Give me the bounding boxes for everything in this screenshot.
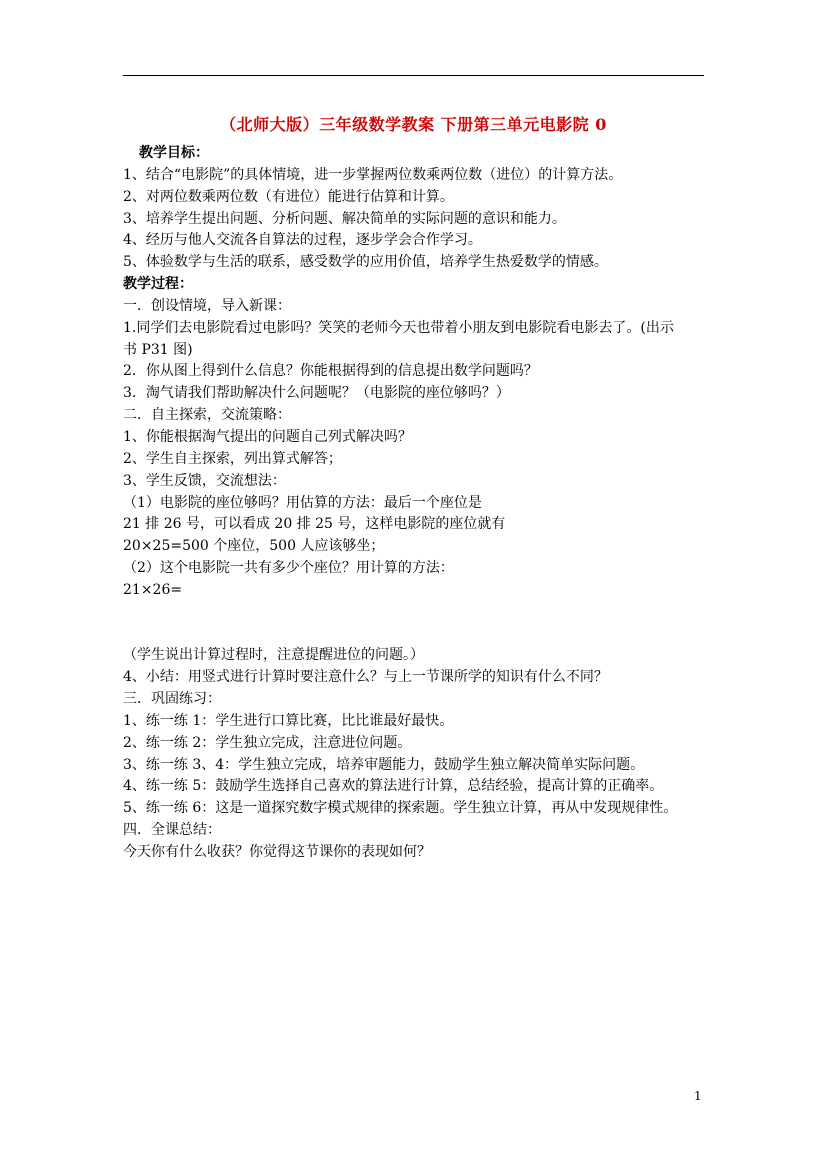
blank-space <box>123 602 713 646</box>
text-line: 3、培养学生提出问题、分析问题、解决简单的实际问题的意识和能力。 <box>123 210 566 227</box>
text-line: 2、学生自主探索，列出算式解答； <box>123 450 342 467</box>
text-line: 1、结合“电影院”的具体情境，进一步掌握两位数乘两位数（进位）的计算方法。 <box>123 166 623 183</box>
text-line: 1.同学们去电影院看过电影吗？笑笑的老师今天也带着小朋友到电影院看电影去了。(出示 <box>123 319 674 336</box>
text-line: 四．全课总结： <box>123 822 221 839</box>
text-line: 20×25=500 个座位，500 人应该够坐； <box>123 538 385 555</box>
text-line: 5、练一练 6：这是一道探究数字模式规律的探索题。学生独立计算，再从中发现规律性。 <box>123 800 678 817</box>
section-heading: 教学目标： <box>139 145 209 161</box>
text-line: 今天你有什么收获？你觉得这节课你的表现如何？ <box>123 844 431 860</box>
document-title: （北师大版）三年级数学教案 下册第三单元电影院 0 <box>220 115 607 134</box>
text-line: 21 排 26 号，可以看成 20 排 25 号，这样电影院的座位就有 <box>123 516 506 533</box>
text-line: 3、练一练 3、4：学生独立完成，培养审题能力，鼓励学生独立解决简单实际问题。 <box>123 756 645 773</box>
text-line: 二．自主探索，交流策略： <box>123 407 291 424</box>
text-line: 3、学生反馈，交流想法： <box>123 472 286 489</box>
text-line: 一．创设情境，导入新课： <box>123 297 291 314</box>
text-line: 4、小结：用竖式进行计算时要注意什么？与上一节课所学的知识有什么不同？ <box>123 669 608 686</box>
text-line: 2、对两位数乘两位数（有进位）能进行估算和计算。 <box>123 188 454 205</box>
text-line: 书 P31 图) <box>123 341 193 358</box>
text-line: （1）电影院的座位够吗？用估算的方法：最后一个座位是 <box>123 494 482 511</box>
text-line: 三．巩固练习： <box>123 691 221 708</box>
text-line: 4、经历与他人交流各自算法的过程，逐步学会合作学习。 <box>123 232 482 249</box>
text-line: （2）这个电影院一共有多少个座位？用计算的方法： <box>123 560 454 577</box>
text-line: 2．你从图上得到什么信息？你能根据得到的信息提出数学问题吗？ <box>123 363 538 380</box>
text-line: 3．淘气请我们帮助解决什么问题呢？（电影院的座位够吗？） <box>123 385 510 402</box>
text-line: 4、练一练 5：鼓励学生选择自己喜欢的算法进行计算，总结经验，提高计算的正确率。 <box>123 778 664 795</box>
document-body <box>123 143 713 864</box>
section-heading: 教学过程： <box>123 276 193 293</box>
text-line: 1、你能根据淘气提出的问题自己列式解决吗？ <box>123 428 412 445</box>
text-line: 1、练一练 1：学生进行口算比赛，比比谁最好最快。 <box>123 712 454 729</box>
text-line: 21×26= <box>123 581 183 598</box>
text-line: 5、体验数学与生活的联系，感受数学的应用价值，培养学生热爱数学的情感。 <box>123 254 608 271</box>
header-rule <box>123 75 704 76</box>
text-line: 2、练一练 2：学生独立完成，注意进位问题。 <box>123 734 412 751</box>
page-number: 1 <box>694 1089 702 1103</box>
text-line: （学生说出计算过程时，注意提醒进位的问题。） <box>123 647 424 664</box>
